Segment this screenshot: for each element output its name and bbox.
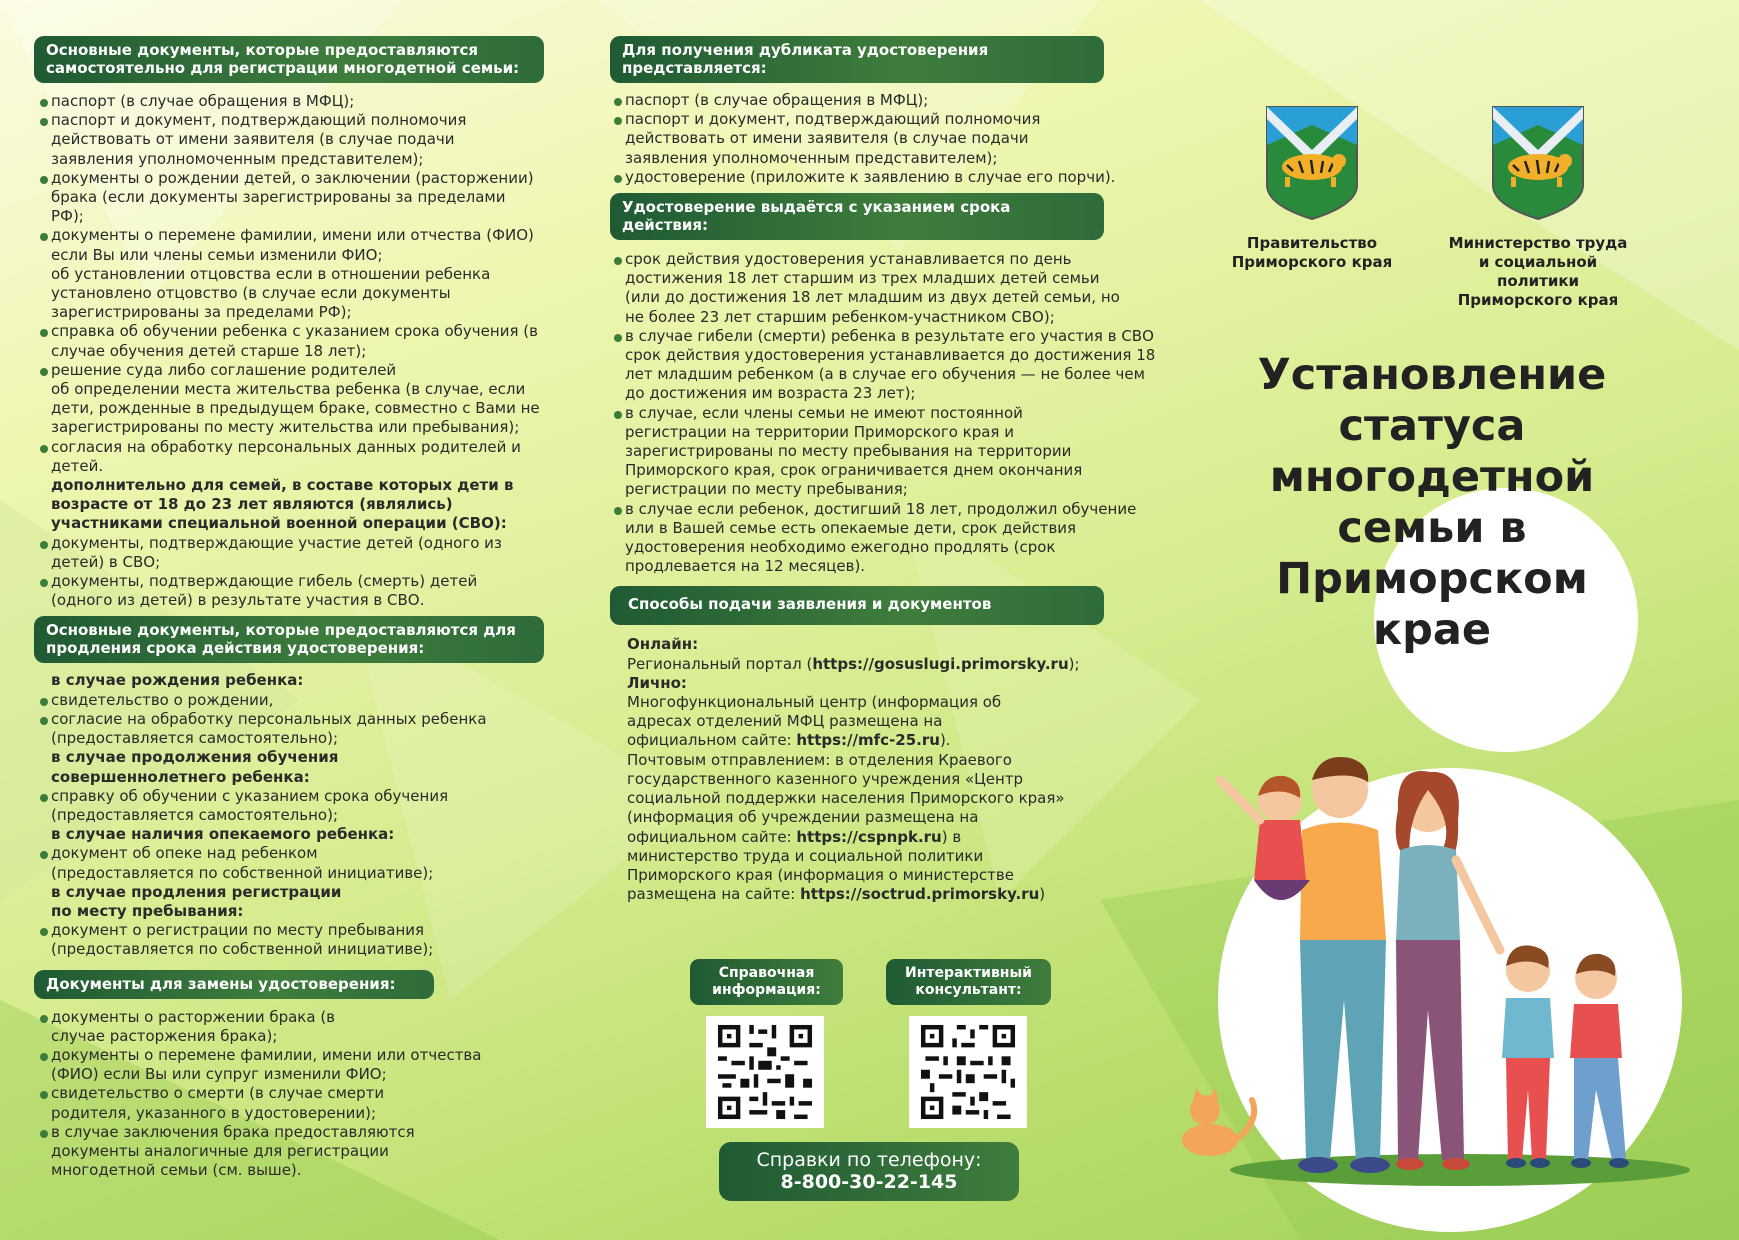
mail-text-body: Почтовым отправлением: в отделения Краевого государственного казенного учреждения «Центр социальной поддержки населения Приморского края» (информация об учреждении размещена на официальном сайте: <box>627 750 1065 846</box>
list-item: в случае заключения брака предоставляются документы аналогичные для регистрации многодетной семьи (см. выше). <box>40 1123 451 1181</box>
list-item: документы о перемене фамилии, имени или отчества (ФИО) если Вы или члены семьи изменили ФИО; <box>40 226 540 264</box>
list-item: справку об обучении с указанием срока обучения (предоставляется самостоятельно); <box>40 787 451 825</box>
subheading: в случае продолжения обучения совершеннолетнего ребенка: <box>51 748 339 786</box>
mail-text <box>627 751 1067 905</box>
list-item: согласия на обработку персональных данных родителей и детей. <box>40 438 540 476</box>
online-text-end: ); <box>1068 654 1080 673</box>
paragraph: об установлении отцовства если в отношении ребенка установлено отцовство (в случае если документы зарегистрированы за пределами РФ); <box>51 264 491 322</box>
org-ministry: Министерство труда и социальной политики Приморского края <box>1448 234 1628 309</box>
qr-label-info: Справочная информация: <box>690 959 843 1005</box>
phone-box <box>719 1142 1019 1201</box>
online-text <box>627 655 1097 674</box>
phone-number[interactable]: 8-800-30-22-145 <box>780 1171 958 1193</box>
qr-code-info[interactable] <box>706 1016 824 1128</box>
coat-of-arms-icon <box>1491 105 1585 221</box>
section-header-replacement: Документы для замены удостоверения: <box>34 970 434 999</box>
list-item: справка об обучении ребенка с указанием срока обучения (в случае обучения детей старше 18 лет); <box>40 322 540 360</box>
section-header-validity: Удостоверение выдаётся с указанием срока действия: <box>610 193 1104 240</box>
gosuslugi-link[interactable]: https://gosuslugi.primorsky.ru <box>812 654 1069 673</box>
online-text-prefix: Региональный портал ( <box>627 654 813 673</box>
list-item: документы о перемене фамилии, имени или отчества (ФИО) если Вы или супруг изменили ФИО; <box>40 1046 490 1084</box>
list-item: документ об опеке над ребенком (предоставляется по собственной инициативе); <box>40 844 451 882</box>
page-title: Установление статуса многодетной семьи в Приморском крае <box>1257 350 1607 655</box>
list-item: документы, подтверждающие гибель (смерть) детей (одного из детей) в результате участия в СВО. <box>40 572 540 610</box>
mfc-link[interactable]: https://mfc-25.ru <box>796 731 940 750</box>
list-item: в случае если ребенок, достигший 18 лет, продолжил обучение или в Вашей семье есть опекаемые дети, срок действия удостоверения необходимо ежегодно продлять (срок продлевается на 12 месяцев). <box>614 500 1145 577</box>
list-item: документы о рождении детей, о заключении (расторжении) брака (если документы зарегистрированы за пределами РФ); <box>40 169 540 227</box>
list-item: удостоверение (приложите к заявлению в случае его порчи). <box>614 168 1154 187</box>
list-item: срок действия удостоверения устанавливается по день достижения 18 лет старшим из трех младших детей семьи (или до достижения 18 лет младшим из двух детей семьи, но не более 23 лет старшим ребенком-участником СВО); <box>614 250 1135 327</box>
list-duplicate <box>610 91 1154 187</box>
qr-code-consultant[interactable] <box>909 1016 1027 1128</box>
list-item: паспорт (в случае обращения в МФЦ); <box>614 91 1154 110</box>
list-item: решение суда либо соглашение родителей <box>40 361 540 380</box>
list-item: свидетельство о смерти (в случае смерти родителя, указанного в удостоверении); <box>40 1084 431 1122</box>
mail-text-body-2: ) в министерство труда и социальной политики Приморского края (информация о министерстве размещена на сайте: <box>627 827 1014 904</box>
list-validity <box>610 250 1159 576</box>
submission-methods <box>610 635 1097 904</box>
svo-note: дополнительно для семей, в составе которых дети в возрасте от 18 до 23 лет являются (являлись) участниками специальной военной операции (СВО): <box>51 476 514 533</box>
list-item: паспорт и документ, подтверждающий полномочия действовать от имени заявителя (в случае подачи заявления уполномоченным представителем); <box>40 111 540 169</box>
personal-label: Лично: <box>627 673 687 692</box>
list-item: документы, подтверждающие участие детей (одного из детей) в СВО; <box>40 534 540 572</box>
subheading: в случае наличия опекаемого ребенка: <box>51 825 395 844</box>
list-item: документ о регистрации по месту пребывания (предоставляется по собственной инициативе); <box>40 921 471 959</box>
qr-label-consultant: Интерактивный консультант: <box>886 959 1051 1005</box>
list-extension <box>34 671 510 959</box>
section-header-registration: Основные документы, которые предоставляются самостоятельно для регистрации многодетной семьи: <box>34 36 544 83</box>
list-item: свидетельство о рождении, <box>40 691 510 710</box>
list-item: в случае гибели (смерти) ребенка в результате его участия в СВО срок действия удостоверения устанавливается до достижения 18 лет младшим ребенком (а в случае его обучения — не более чем до достижения им возраста 23 лет); <box>614 327 1159 404</box>
list-item: документы о расторжении брака (в случае расторжения брака); <box>40 1008 351 1046</box>
section-header-submission: Способы подачи заявления и документов <box>610 586 1104 625</box>
personal-text-body: Многофункциональный центр (информация об адресах отделений МФЦ размещена на официальном сайте: <box>627 693 1002 750</box>
column-1 <box>34 36 544 1180</box>
list-item: в случае, если члены семьи не имеют постоянной регистрации на территории Приморского края и зарегистрированы по месту пребывания на территории Приморского края, срок ограничивается днем окончания регистрации по месту пребывания; <box>614 404 1125 500</box>
paragraph: об определении места жительства ребенка (в случае, если дети, рожденные в предыдущем браке, совместно с Вами не зарегистрированы по месту жительства или пребывания); <box>51 380 540 437</box>
family-illustration <box>1160 740 1700 1190</box>
list-registration <box>34 92 540 610</box>
soctrud-link[interactable]: https://soctrud.primorsky.ru <box>800 885 1040 904</box>
subheading: в случае рождения ребенка: <box>51 671 304 690</box>
column-2 <box>610 36 1155 904</box>
list-item: паспорт (в случае обращения в МФЦ); <box>40 92 540 111</box>
cspnpk-link[interactable]: https://cspnpk.ru <box>796 827 942 846</box>
personal-text <box>627 693 1007 751</box>
online-label: Онлайн: <box>627 635 699 654</box>
list-item: паспорт и документ, подтверждающий полномочия действовать от имени заявителя (в случае подачи заявления уполномоченным представителем); <box>614 110 1085 168</box>
phone-label: Справки по телефону: <box>756 1149 982 1171</box>
list-replacement <box>34 1008 490 1181</box>
org-government: Правительство Приморского края <box>1231 234 1393 271</box>
section-header-duplicate: Для получения дубликата удостоверения представляется: <box>610 36 1104 83</box>
coat-of-arms-icon <box>1265 105 1359 221</box>
subheading: в случае продления регистрации по месту пребывания: <box>51 882 342 920</box>
list-item: согласие на обработку персональных данных ребенка (предоставляется самостоятельно); <box>40 710 510 748</box>
section-header-extension: Основные документы, которые предоставляются для продления срока действия удостоверения: <box>34 616 544 663</box>
mail-text-end: ) <box>1039 885 1046 904</box>
personal-text-end: ). <box>939 731 951 750</box>
